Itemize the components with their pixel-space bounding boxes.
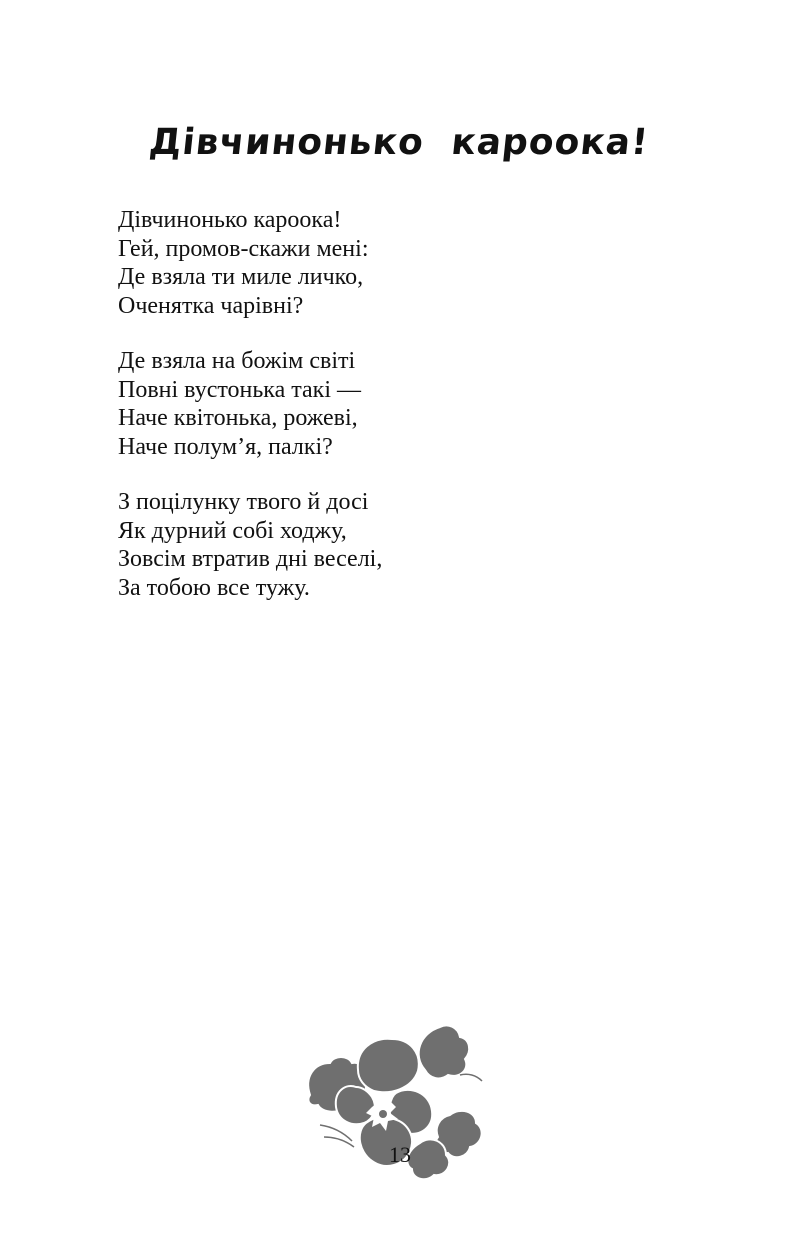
stanza-1 — [118, 206, 718, 320]
poem-line: Наче полум’я, палкі? — [118, 433, 333, 460]
stanza-2 — [118, 347, 718, 461]
poem-title: Дівчинонько кароока! — [147, 122, 651, 163]
poem-line: Повні вустонька такі — — [118, 376, 362, 403]
poem-line: Де взяла на божім світі — [118, 348, 356, 374]
poem-line: Оченятка чарівні? — [118, 292, 304, 319]
poem-line: З поцілунку твого й досі — [118, 489, 369, 515]
stanza-3 — [118, 488, 718, 602]
poem-line: Дівчинонько кароока! — [118, 207, 342, 233]
poem-line: Гей, промов-скажи мені: — [118, 235, 369, 262]
poem-line: За тобою все тужу. — [118, 574, 310, 601]
poem-line: Зовсім втратив дні веселі, — [118, 546, 383, 572]
poem-line: Де взяла ти миле личко, — [118, 264, 364, 290]
poem-body — [118, 206, 718, 629]
page-number: 13 — [389, 1142, 411, 1167]
poem-line: Як дурний собі ходжу, — [118, 517, 347, 544]
poem-line: Наче квітонька, рожеві, — [118, 405, 358, 431]
